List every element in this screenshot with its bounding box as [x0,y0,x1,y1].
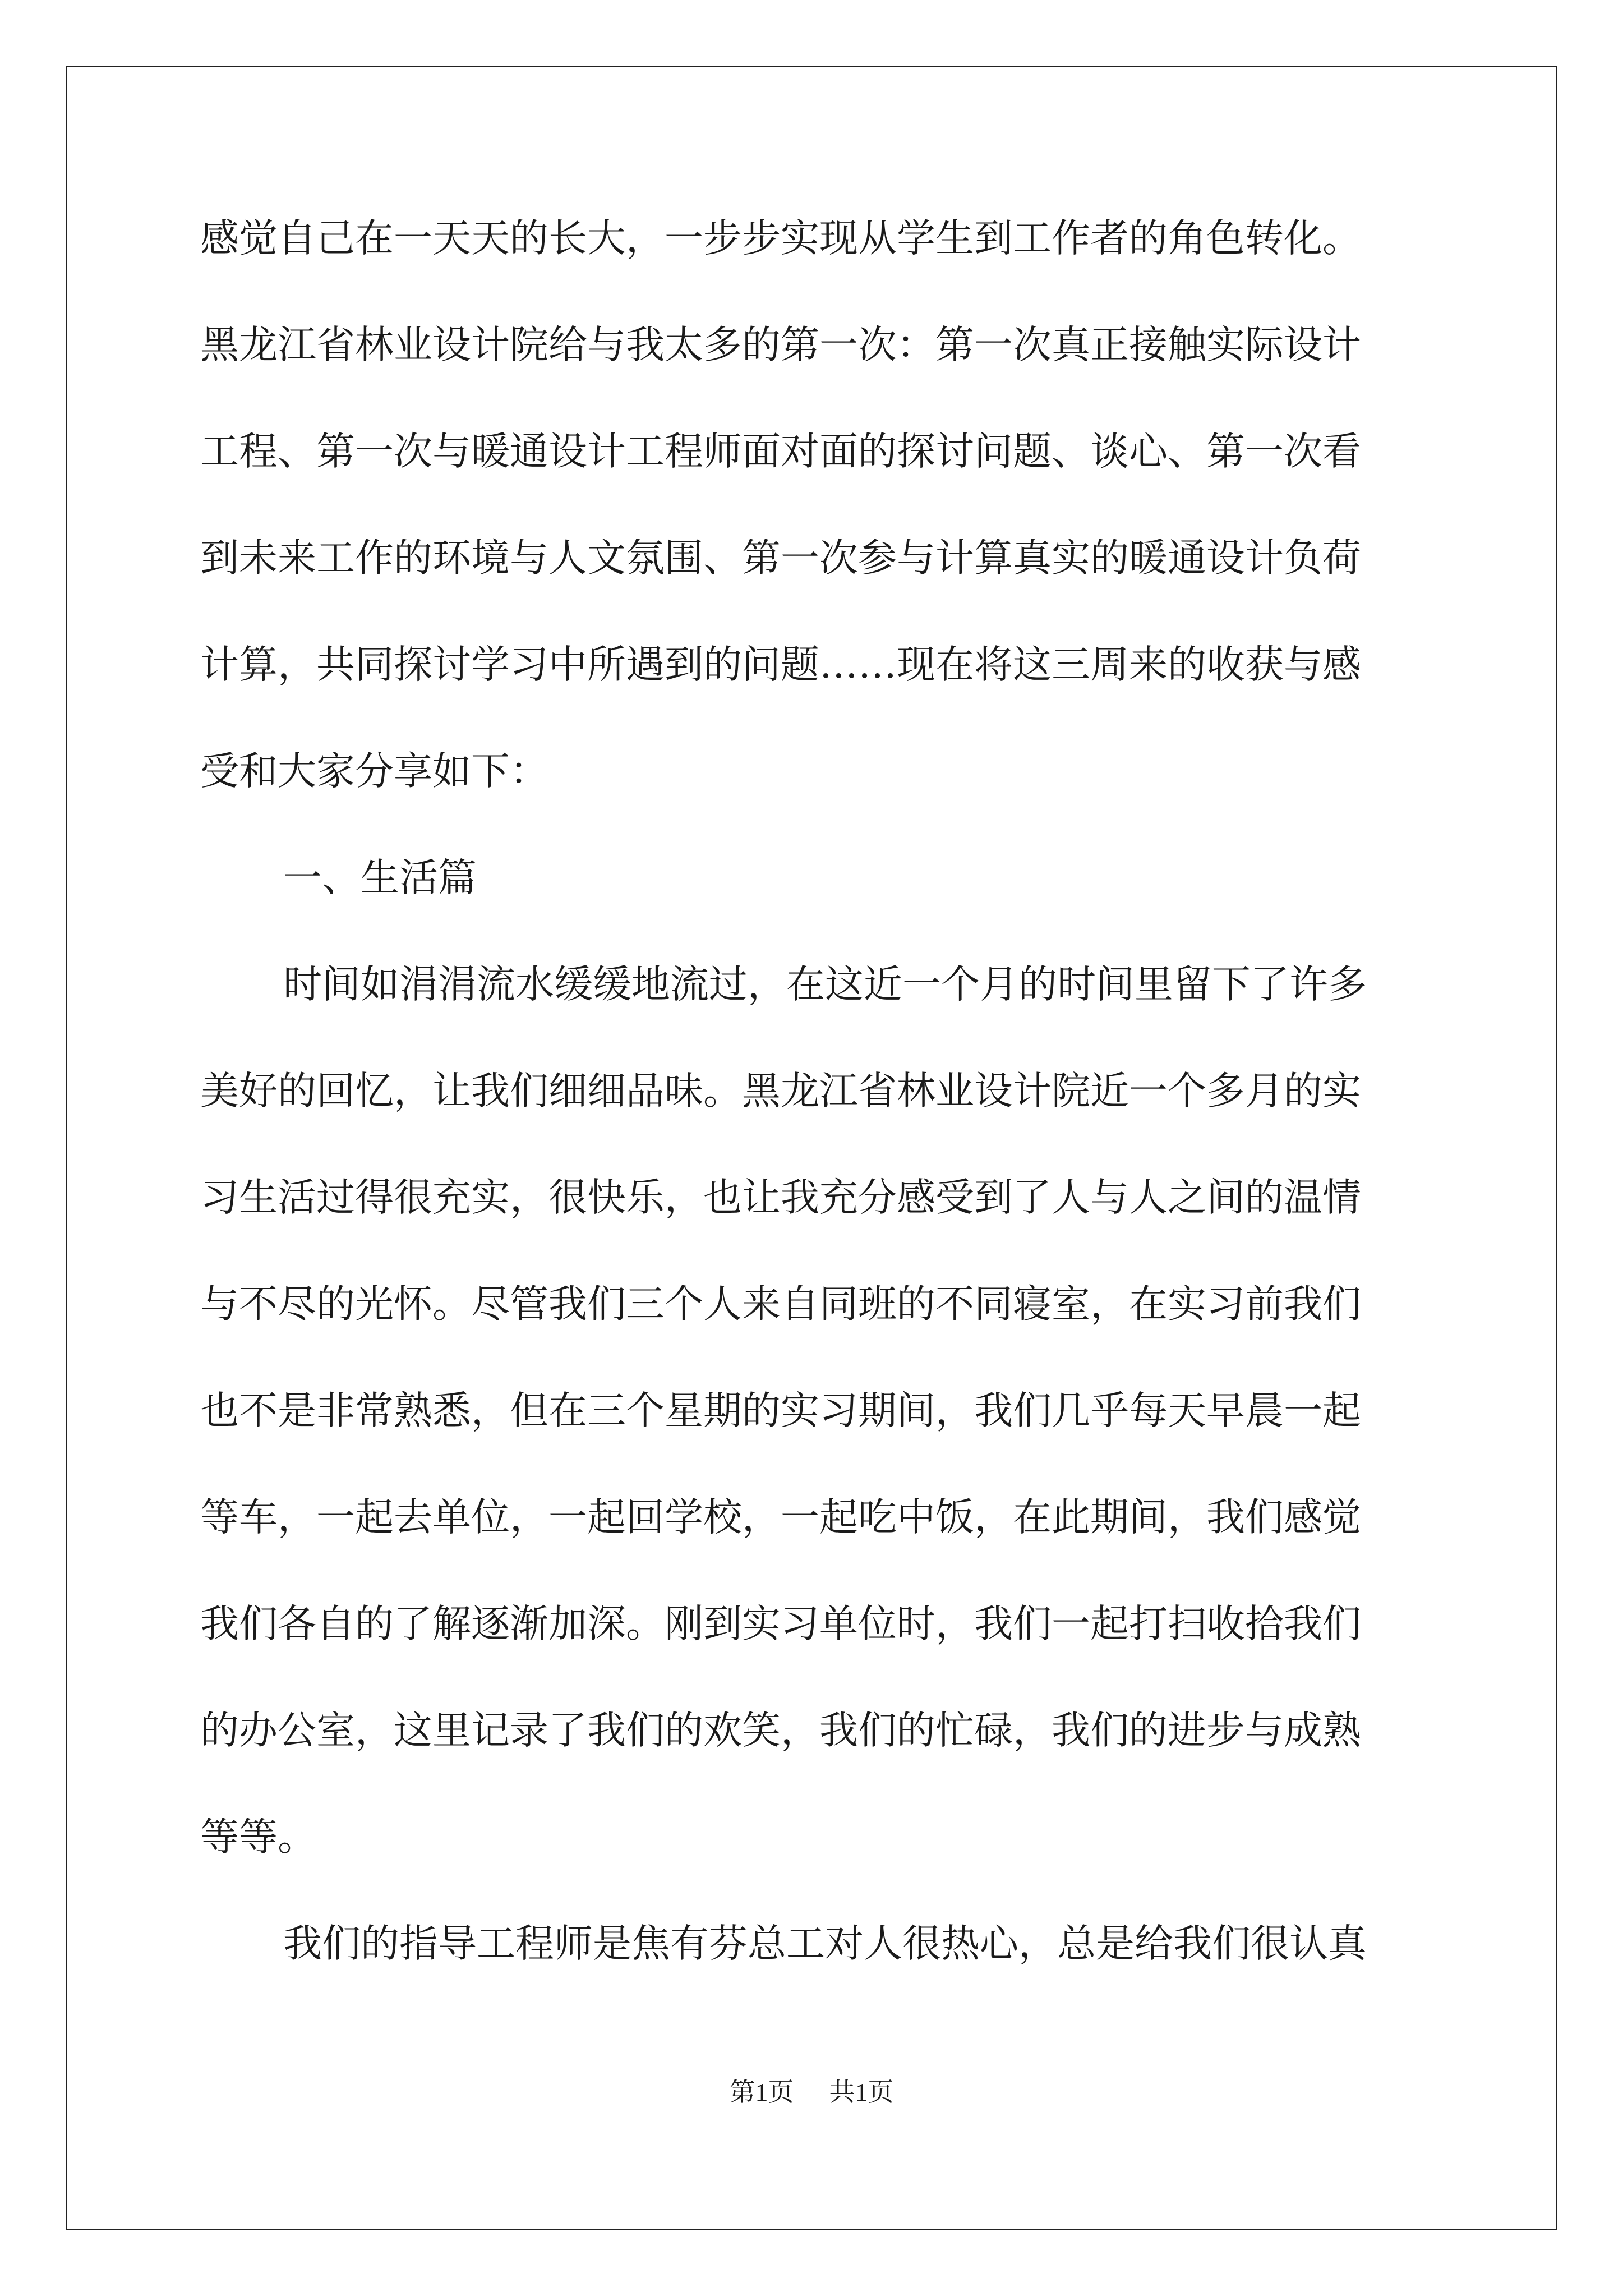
body-line-11: 与不尽的光怀。尽管我们三个人来自同班的不同寝室，在实习前我们 [200,1282,1361,1327]
body-line-9: 美好的回忆，让我们细细品味。黑龙江省林业设计院近一个多月的实 [200,1069,1361,1114]
body-line-15: 的办公室，这里记录了我们的欢笑，我们的忙碌，我们的进步与成熟 [200,1708,1361,1753]
body-line-16: 等等。 [200,1815,316,1860]
body-line-10: 习生活过得很充实，很快乐，也让我充分感受到了人与人之间的温情 [200,1175,1361,1220]
body-line-2: 黑龙江省林业设计院给与我太多的第一次：第一次真正接触实际设计 [200,323,1361,367]
body-line-14: 我们各自的了解逐渐加深。刚到实习单位时，我们一起打扫收拾我们 [200,1602,1361,1646]
body-line-17: 我们的指导工程师是焦有芬总工对人很热心，总是给我们很认真 [283,1921,1367,1966]
page-number-label: 第1页 [729,2078,794,2106]
body-line-1: 感觉自己在一天天的长大，一步步实现从学生到工作者的角色转化。 [200,216,1361,261]
body-line-13: 等车，一起去单位，一起回学校，一起吃中饭，在此期间，我们感觉 [200,1495,1361,1540]
document-body [200,208,1428,2019]
page-total-label: 共1页 [829,2078,894,2106]
section-heading-life: 一、生活篇 [283,855,477,900]
body-line-12: 也不是非常熟悉，但在三个星期的实习期间，我们几乎每天早晨一起 [200,1388,1361,1433]
body-line-6: 受和大家分享如下： [200,749,548,794]
body-line-8: 时间如涓涓流水缓缓地流过，在这近一个月的时间里留下了许多 [283,962,1367,1007]
page-footer [0,2076,1623,2109]
body-line-5: 计算，共同探讨学习中所遇到的问题……现在将这三周来的收获与感 [200,642,1361,687]
body-line-3: 工程、第一次与暖通设计工程师面对面的探讨问题、谈心、第一次看 [200,429,1361,474]
body-line-4: 到未来工作的环境与人文氛围、第一次参与计算真实的暖通设计负荷 [200,536,1361,581]
